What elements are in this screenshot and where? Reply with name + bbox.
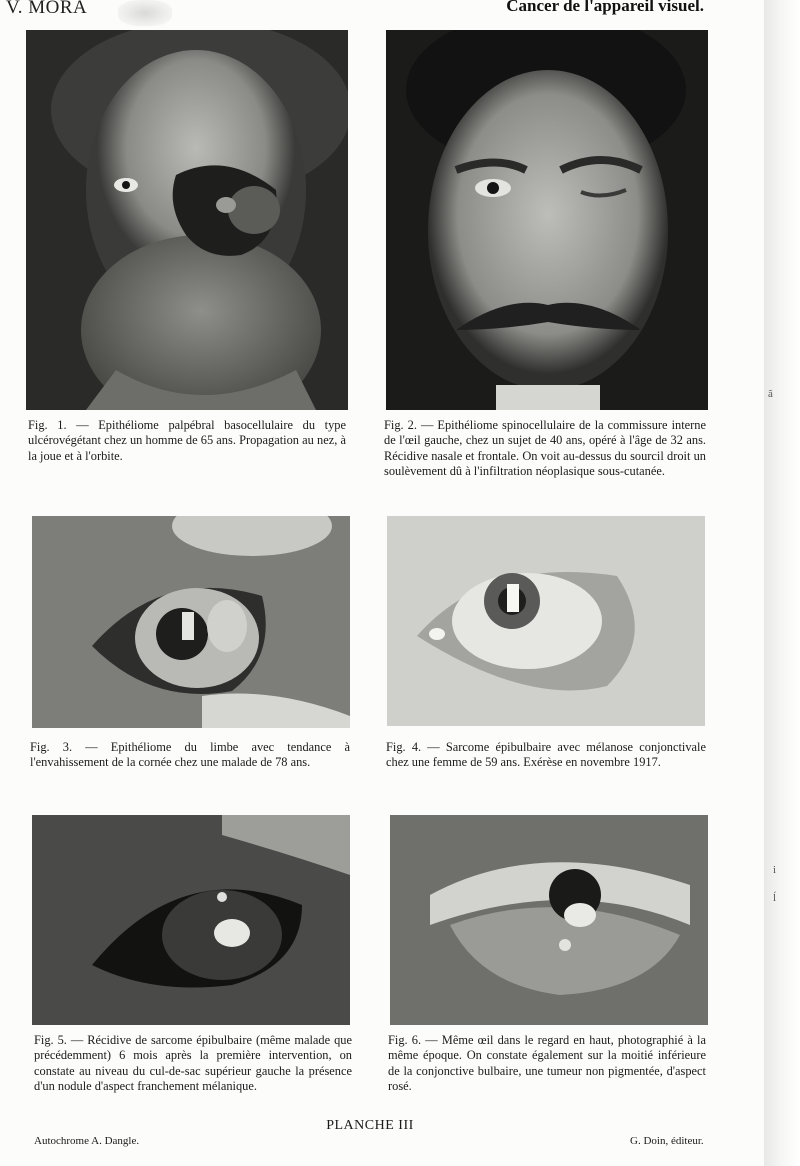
figure-5-caption: Fig. 5. — Récidive de sarcome épibulbaire (même malade que précédemment) 6 mois après la première intervention, on constate au niveau du cul-de-sac supérieur gauche la présence d'un nodule d'aspect franchement mélanique. <box>34 1033 352 1094</box>
figure-6-caption: Fig. 6. — Même œil dans le regard en haut, photographié à la même époque. On constate également sur la moitié inférieure de la conjonctive bulbaire, une tumeur non pigmentée, d'aspect rosé. <box>388 1033 706 1094</box>
edge-mark: i <box>773 864 777 876</box>
figure-2-photo <box>386 30 708 410</box>
figure-1-caption: Fig. 1. — Epithéliome palpébral basocellulaire du type ulcérovégétant chez un homme de 65 ans. Propagation au nez, à la joue et à l'orbite. <box>28 418 346 463</box>
figure-3-caption: Fig. 3. — Epithéliome du limbe avec tendance à l'envahissement de la cornée chez une malade de 78 ans. <box>30 740 350 770</box>
figure-5-photo <box>32 815 350 1025</box>
plate-number: PLANCHE III <box>326 1118 414 1133</box>
footer-credit-right: G. Doin, éditeur. <box>630 1135 704 1147</box>
running-head-author: V. MORA <box>6 0 88 18</box>
edge-mark: ĺ <box>773 892 777 904</box>
figure-2-caption: Fig. 2. — Epithéliome spinocellulaire de la commissure interne de l'œil gauche, chez un sujet de 40 ans, opéré à l'âge de 32 ans. Récidive nasale et frontale. On voit au-dessus du sourcil droit un soulèvement dû à l'infiltration néoplasique sous-cutanée. <box>384 418 706 479</box>
edge-mark: ã <box>768 388 773 400</box>
stain <box>118 0 172 26</box>
running-head-title: Cancer de l'appareil visuel. <box>506 0 704 15</box>
figure-4-photo <box>387 516 705 726</box>
figure-6-photo <box>390 815 708 1025</box>
figure-1-photo <box>26 30 348 410</box>
figure-4-caption: Fig. 4. — Sarcome épibulbaire avec mélanose conjonctivale chez une femme de 59 ans. Exérèse en novembre 1917. <box>386 740 706 770</box>
adjacent-page-edge <box>764 0 800 1166</box>
footer-credit-left: Autochrome A. Dangle. <box>34 1135 140 1147</box>
figure-3-photo <box>32 516 350 728</box>
